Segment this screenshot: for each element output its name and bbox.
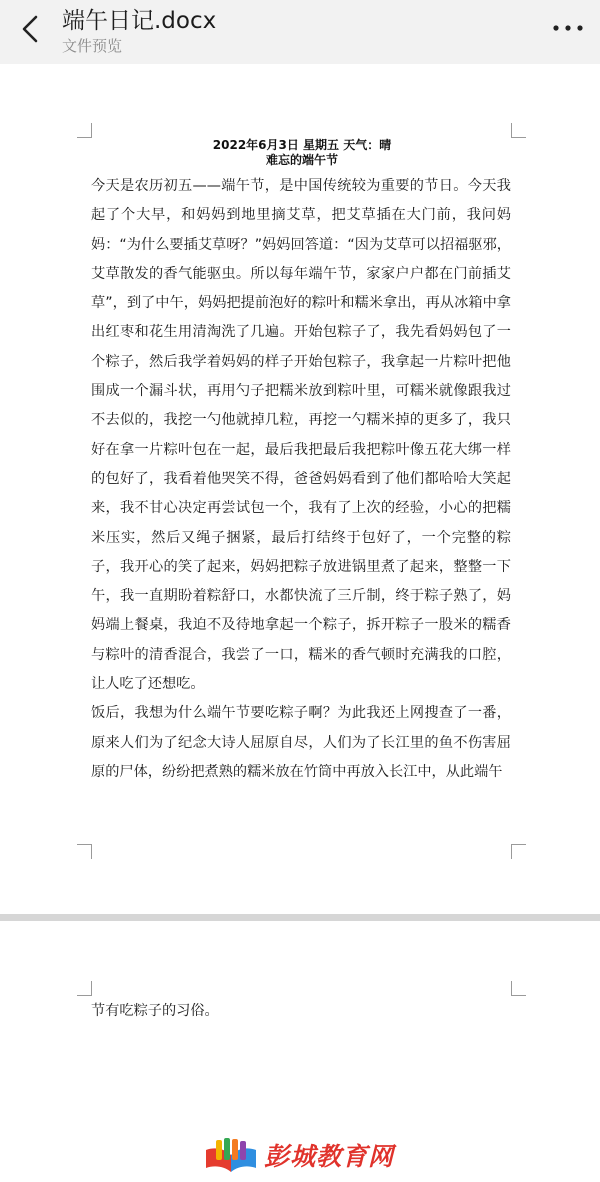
doc-paragraph: 今天是农历初五——端午节，是中国传统较为重要的节日。今天我起了个大早，和妈妈到地里摘艾草，把艾草插在大门前，我问妈妈：“为什么要插艾草呀？”妈妈回答道：“因为艾草可以招福驱邪，艾草散发的香气能驱虫。所以每年端午节，家家户户都在门前插艾草”，到了中午，妈妈把提前泡好的粽叶和糯米拿出，再从冰箱中拿出红枣和花生用清淘洗了几遍。开始包粽子了，我先看妈妈包了一个粽子，然后我学着妈妈的样子开始包粽子，我拿起一片粽叶把他围成一个漏斗状，再用勺子把糯米放到粽叶里，可糯米就像跟我过不去似的，我挖一勺他就掉几粒，再挖一勺糯米掉的更多了，我只好在拿一片粽叶包在一起，最后我把最后我把粽叶像五花大绑一样的包好了，我看着他哭笑不得，爸爸妈妈看到了他们都哈哈大笑起来，我不甘心决定再尝试包一个，我有了上次的经验，小心的把糯米压实，然后又绳子捆紧，最后打结终于包好了，一个完整的粽子，我开心的笑了起来，妈妈把粽子放进锅里煮了起来，整整一下午，我一直期盼着粽舒口，水都快流了三斤制，终于粽子熟了，妈妈端上餐桌，我迫不及待地拿起一个粽子，拆开粽子一股米的糯香与粽叶的清香混合，我尝了一口，糯米的香气顿时充满我的口腔，让人吃了还想吃。: [91, 178, 511, 693]
page-margin-mark: [77, 981, 92, 996]
doc-title: 难忘的端午节: [265, 153, 338, 167]
watermark-text: 彭城教育网: [264, 1142, 395, 1171]
doc-body: [91, 172, 511, 787]
page-margin-mark: [511, 123, 526, 138]
page-margin-mark: [511, 981, 526, 996]
back-button[interactable]: [14, 12, 48, 46]
more-options-button[interactable]: [550, 18, 586, 38]
page-divider: [0, 914, 600, 921]
top-bar: [0, 0, 600, 64]
file-title: 端午日记.docx: [62, 8, 217, 34]
document-page-1[interactable]: [0, 64, 600, 916]
watermark-logo: [204, 1138, 404, 1182]
page-margin-mark: [511, 844, 526, 859]
more-horizontal-icon: [550, 18, 586, 38]
file-subtitle: 文件预览: [62, 37, 123, 55]
page-margin-mark: [77, 844, 92, 859]
doc-paragraph: 饭后，我想为什么端午节要吃粽子啊？为此我还上网搜查了一番，原来人们为了纪念大诗人屈原自尽，人们为了长江里的鱼不伤害屈原的尸体，纷纷把煮熟的糯米放在竹筒中再放入长江中，从此端午: [91, 705, 511, 780]
doc-body-continued: [91, 997, 511, 1026]
chevron-left-icon: [14, 12, 48, 46]
book-logo-icon: [204, 1138, 258, 1178]
doc-paragraph: 节有吃粽子的习俗。: [91, 1003, 219, 1019]
doc-date-line: 2022年6月3日 星期五 天气：晴: [212, 138, 392, 152]
page-margin-mark: [77, 123, 92, 138]
